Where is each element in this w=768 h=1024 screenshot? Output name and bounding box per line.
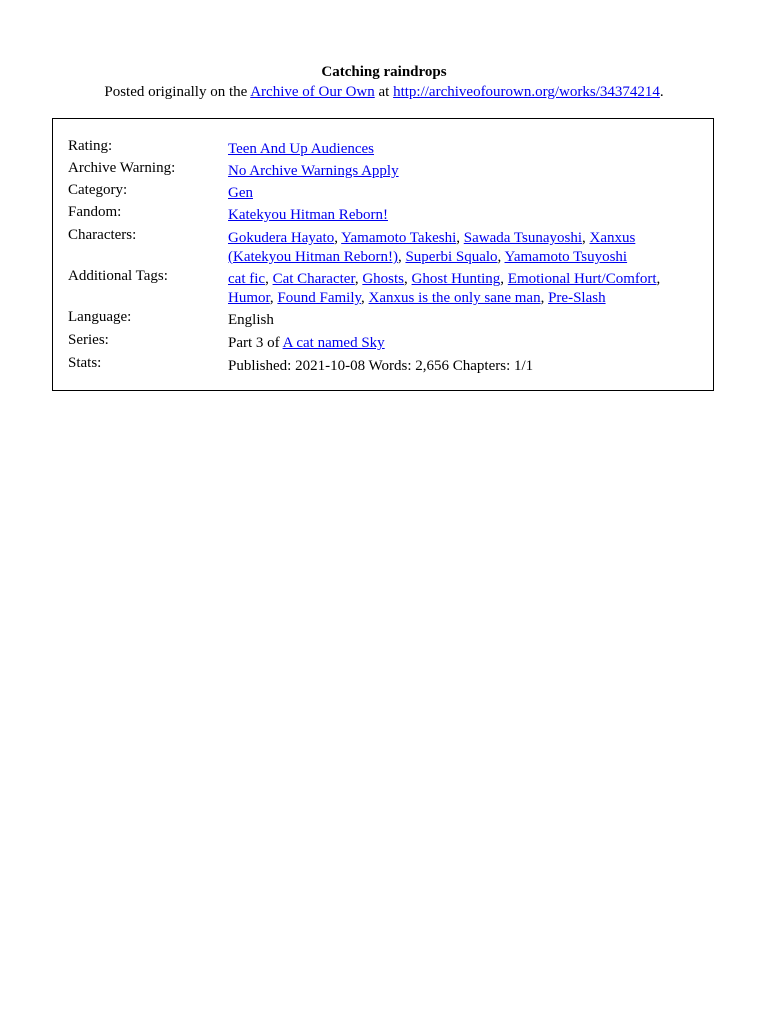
stats-label: Stats: (68, 355, 102, 371)
character-link[interactable]: Gokudera Hayato (228, 230, 335, 246)
language-value: English (228, 312, 274, 328)
rating-value (228, 140, 698, 159)
work-url-link[interactable]: http://archiveofourown.org/works/34374214 (393, 84, 660, 100)
series-label: Series: (68, 332, 109, 348)
posted-prefix: Posted originally on the (104, 84, 251, 100)
fandom-value (228, 206, 698, 225)
stats-value: Published: 2021-10-08 Words: 2,656 Chapters: 1/1 (228, 358, 534, 374)
category-link[interactable]: Gen (228, 185, 253, 201)
archive-link[interactable]: Archive of Our Own (250, 84, 375, 100)
characters-value: Gokudera Hayato, Yamamoto Takeshi, Sawada Tsunayoshi, Xanxus (Katekyou Hitman Reborn!), Superbi Squalo, Yamamoto Tsuyoshi (228, 230, 636, 265)
character-link[interactable]: Yamamoto Tsuyoshi (504, 249, 628, 265)
tag-link[interactable]: Pre-Slash (548, 290, 606, 306)
warning-label: Archive Warning: (68, 160, 176, 176)
rating-label: Rating: (68, 138, 113, 154)
warning-value (228, 162, 698, 181)
page-header (0, 62, 768, 102)
character-link[interactable]: Sawada Tsunayoshi (463, 230, 582, 246)
character-link[interactable]: Xanxus (Katekyou Hitman Reborn!) (228, 230, 636, 265)
tag-link[interactable]: Humor (228, 290, 270, 306)
tag-link[interactable]: Ghost Hunting (411, 271, 501, 287)
warning-link[interactable]: No Archive Warnings Apply (228, 163, 399, 179)
character-link[interactable]: Superbi Squalo (405, 249, 498, 265)
at-text: at (374, 84, 394, 100)
tag-link[interactable]: Cat Character (272, 271, 355, 287)
fandom-link[interactable]: Katekyou Hitman Reborn! (228, 207, 388, 223)
character-link[interactable]: Yamamoto Takeshi (341, 230, 457, 246)
tag-link[interactable]: Ghosts (362, 271, 405, 287)
tag-link[interactable]: Xanxus is the only sane man (368, 290, 541, 306)
characters-label: Characters: (68, 227, 137, 243)
tags-label: Additional Tags: (68, 268, 168, 284)
category-value (228, 184, 698, 203)
tag-link[interactable]: Found Family (277, 290, 362, 306)
series-prefix: Part 3 of (228, 335, 283, 351)
posted-line (0, 82, 768, 102)
tag-link[interactable]: cat fic (228, 271, 266, 287)
rating-link[interactable]: Teen And Up Audiences (228, 141, 375, 157)
metadata-box (52, 118, 714, 391)
series-link[interactable]: A cat named Sky (282, 335, 385, 351)
period: . (659, 84, 664, 100)
language-label: Language: (68, 309, 132, 325)
tags-value: cat fic, Cat Character, Ghosts, Ghost Hunting, Emotional Hurt/Comfort, Humor, Found Family, Xanxus is the only sane man, Pre-Slash (228, 271, 661, 306)
fandom-label: Fandom: (68, 204, 122, 220)
category-label: Category: (68, 182, 128, 198)
series-value (228, 334, 698, 353)
tag-link[interactable]: Emotional Hurt/Comfort (507, 271, 657, 287)
page-title: Catching raindrops (321, 64, 447, 80)
